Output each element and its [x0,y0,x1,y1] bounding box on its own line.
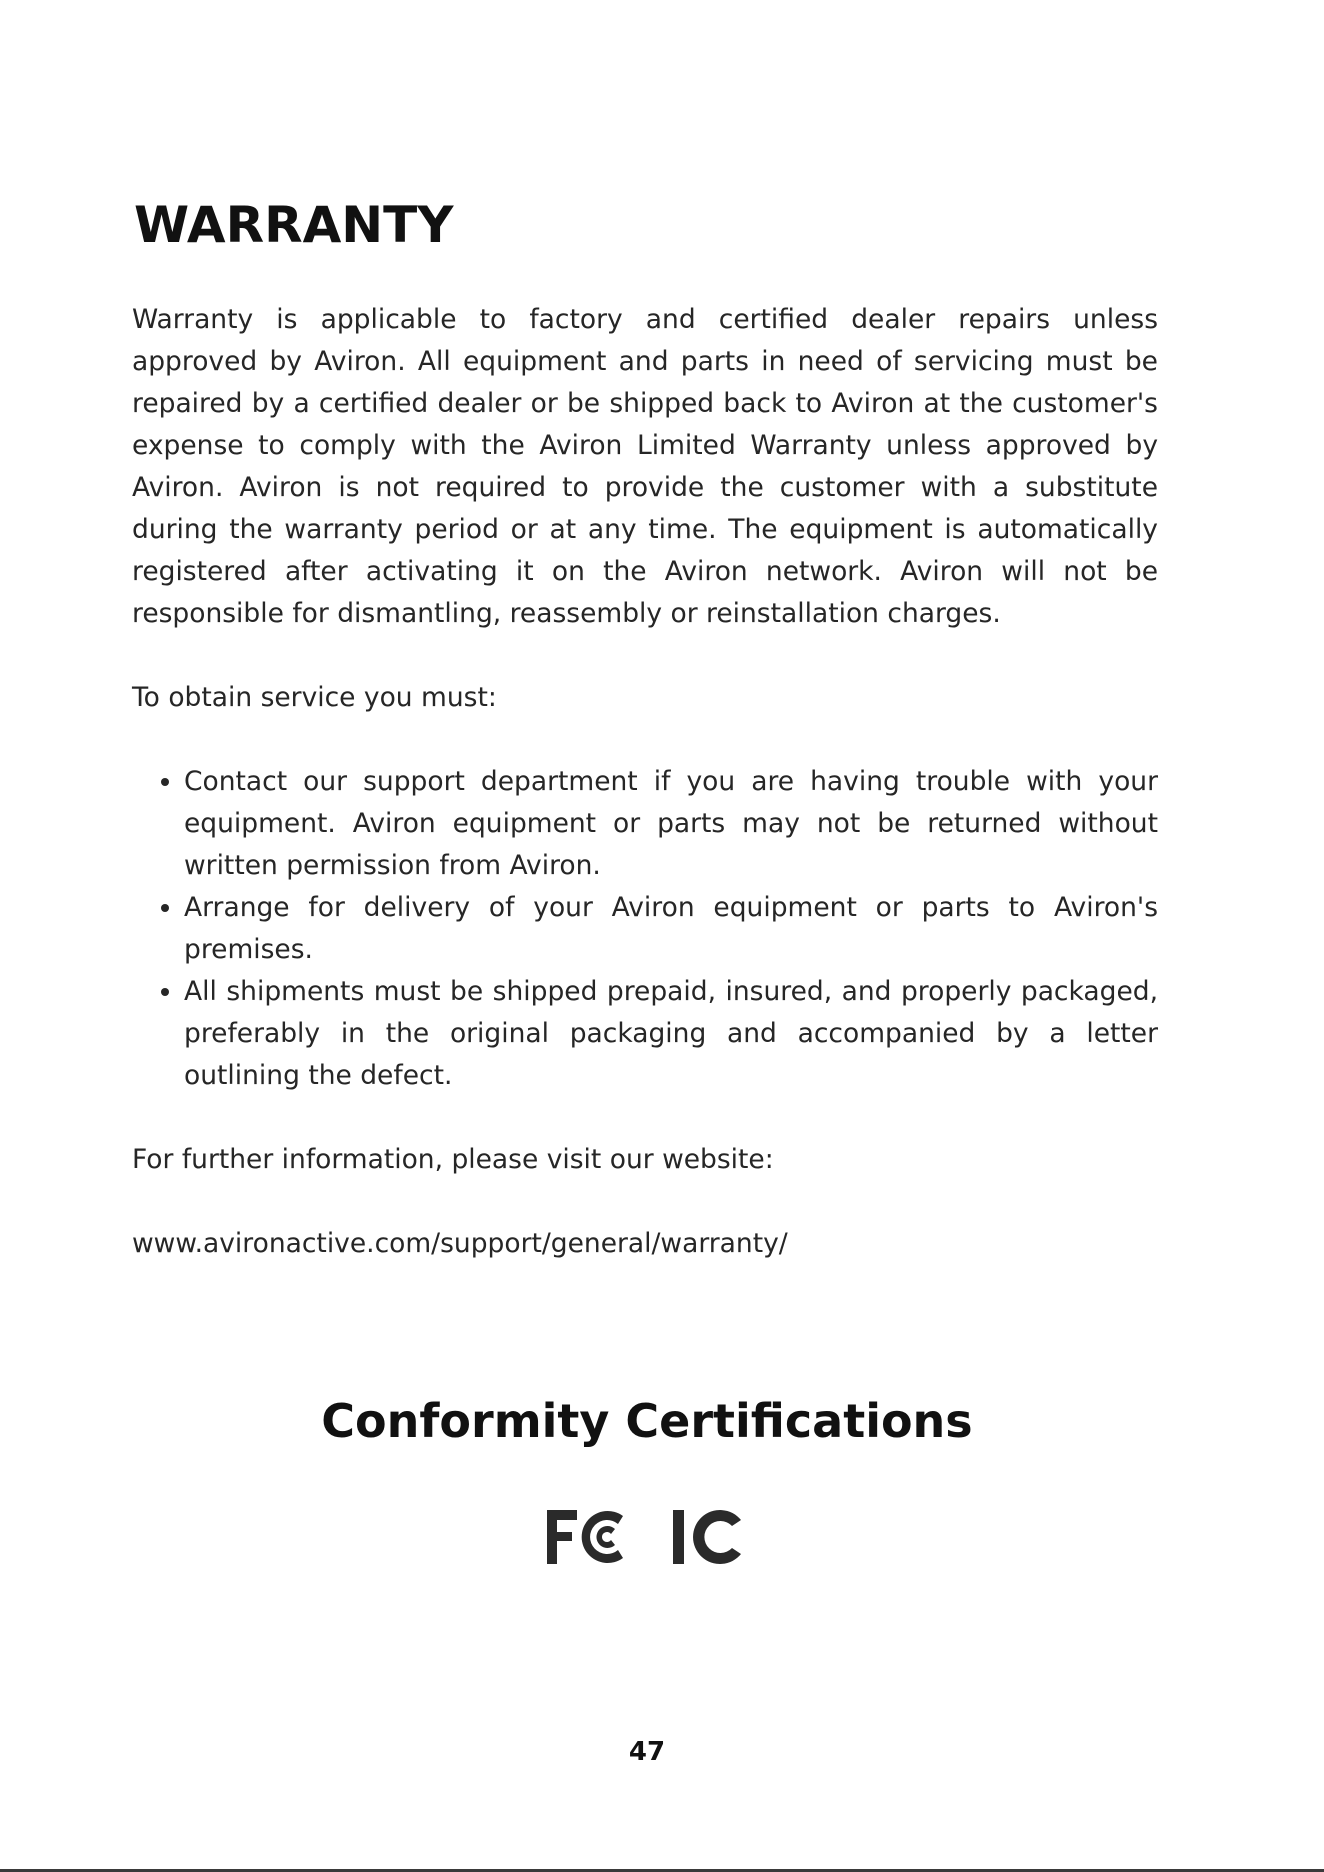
list-item: • Arrange for delivery of your Aviron equipment or parts to Aviron's premises. [184,887,1158,971]
list-item: • All shipments must be shipped prepaid, insured, and properly packaged, preferably in the original packaging and accompanied by a letter outlining the defect. [184,971,1158,1097]
warranty-url: www.avironactive.com/support/general/warranty/ [132,1228,788,1259]
warranty-intro-paragraph: Warranty is applicable to factory and certified dealer repairs unless approved by Aviron. All equipment and parts in need of servicing must be repaired by a certified dealer or be shipped back to Aviron at the customer's expense to comply with the Aviron Limited Warranty unless approved by Aviron. Aviron is not required to provide the customer with a substitute during the warranty period or at any time. The equipment is automatically registered after activating it on the Aviron network. Aviron will not be responsible for dismantling, reassembly or reinstallation charges. [132,304,1158,629]
page-title: WARRANTY [134,196,454,254]
list-item: • Contact our support department if you are having trouble with your equipment. Aviron equipment or parts may not be returned without written permission from Aviron. [184,761,1158,887]
certifications-heading: Conformity Certifications [321,1394,973,1448]
warranty-content [132,299,1158,1265]
further-info-text: For further information, please visit our website: [132,1144,774,1175]
certification-logos [545,1504,745,1568]
page-number: 47 [628,1737,666,1767]
service-steps-list [132,761,1158,1097]
service-lead-text: To obtain service you must: [132,682,497,713]
fcc-logo [547,1510,623,1564]
ic-logo [673,1510,741,1564]
